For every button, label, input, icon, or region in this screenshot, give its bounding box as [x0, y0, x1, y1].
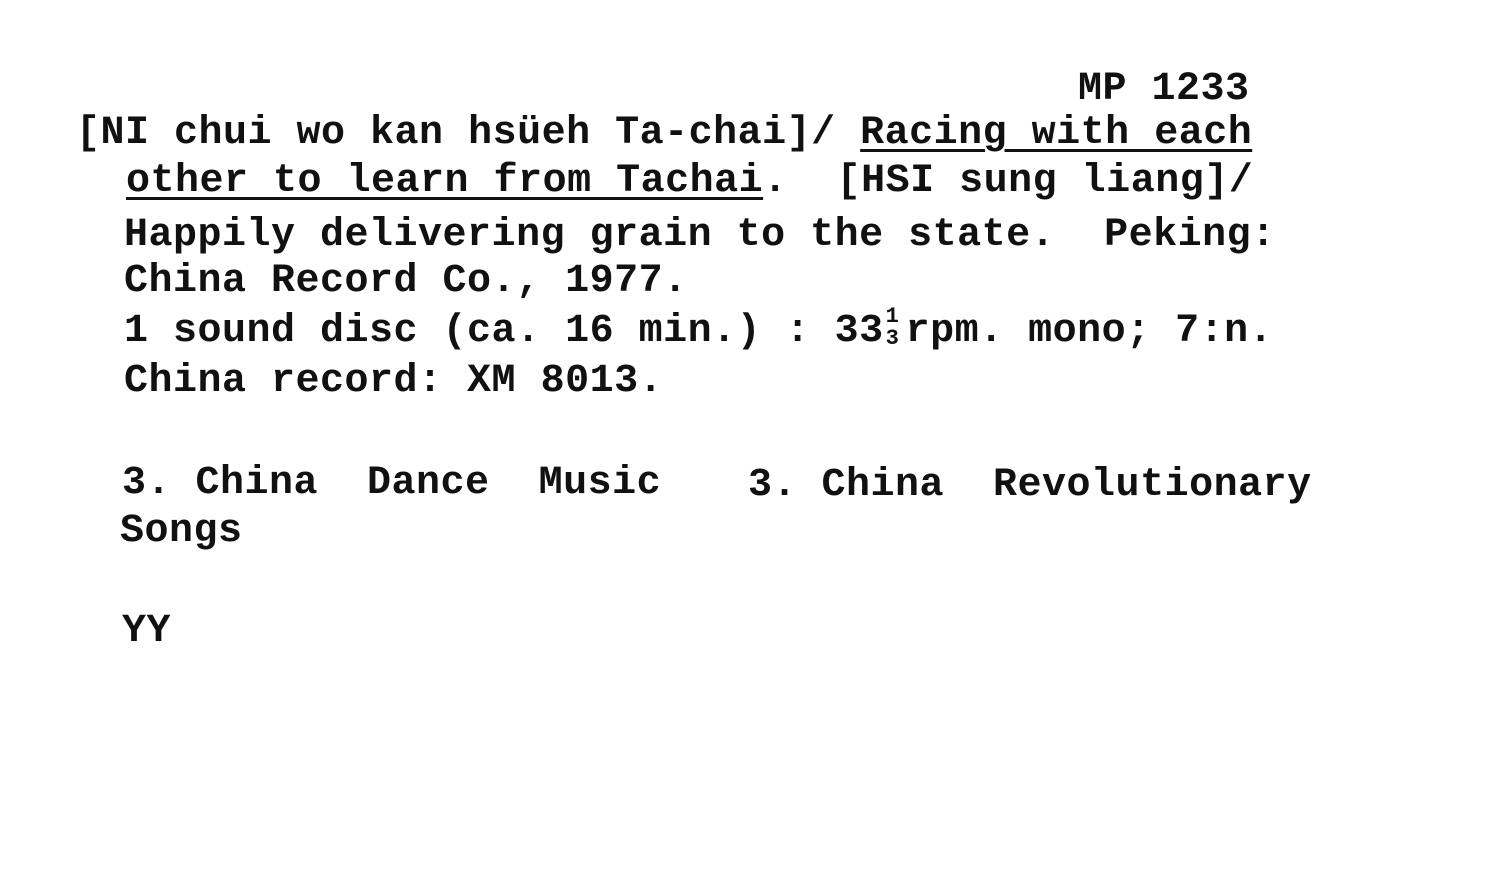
uniform-title: [NI chui wo kan hsüeh Ta-chai]/ — [76, 111, 836, 156]
subject-heading-2-continued: Songs — [120, 509, 243, 554]
second-uniform-title: [HSI sung liang]/ — [836, 159, 1254, 204]
title-proper-start: Racing with each — [860, 111, 1253, 156]
subject-heading-1: 3. China Dance Music — [122, 461, 662, 506]
publisher-line: China Record Co., 1977. — [124, 259, 688, 304]
physical-description — [124, 304, 1274, 356]
title-line-2 — [126, 158, 1253, 206]
title-line-1 — [76, 110, 1252, 158]
subject-heading-2: 3. China Revolutionary — [748, 463, 1312, 508]
physical-suffix: rpm. mono; 7:n. — [905, 309, 1274, 354]
physical-prefix: 1 sound disc (ca. 16 min.) : 33 — [124, 309, 884, 354]
cataloger-initials: YY — [122, 609, 172, 654]
fraction-denominator: 3 — [885, 326, 900, 351]
title-period: . — [763, 159, 788, 204]
call-number: MP 1233 — [1078, 67, 1250, 112]
fraction-numerator: 1 — [885, 304, 900, 329]
title-proper-end: other to learn from Tachai — [126, 159, 764, 204]
series-statement: China record: XM 8013. — [124, 359, 664, 404]
title-line-3: Happily delivering grain to the state. Peking: — [124, 213, 1276, 258]
fraction-one-third — [884, 304, 906, 351]
